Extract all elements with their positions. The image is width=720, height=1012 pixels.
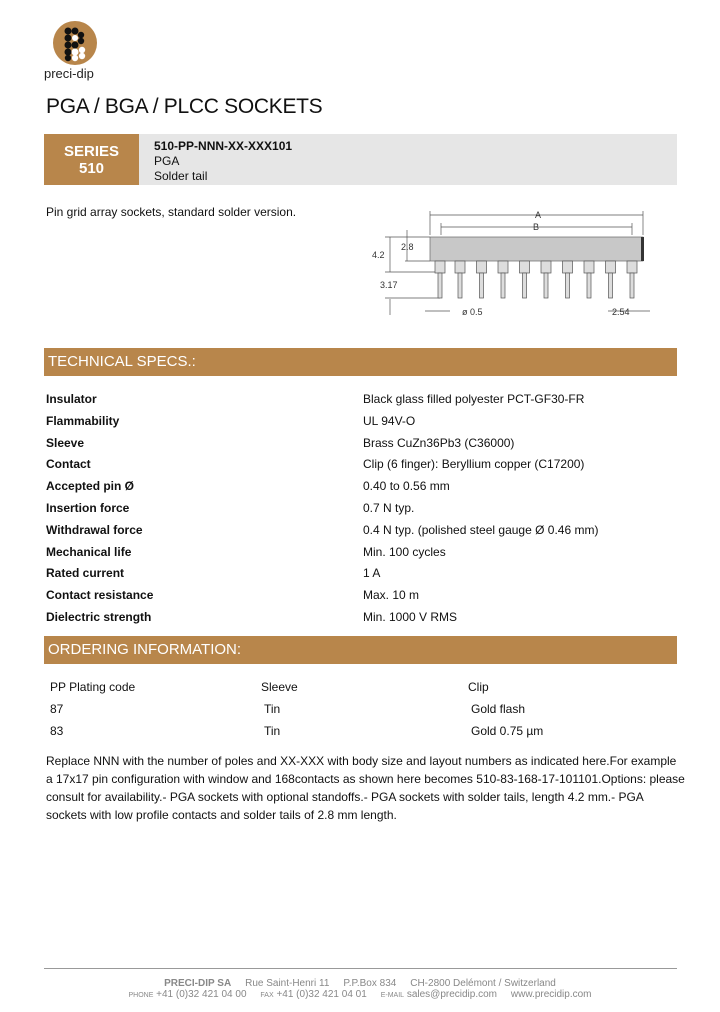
spec-value: Black glass filled polyester PCT-GF30-FR <box>363 392 585 406</box>
footer-contact <box>0 989 720 1000</box>
footer-fax: +41 (0)32 421 04 01 <box>276 989 367 1000</box>
series-number: 510 <box>78 160 105 177</box>
footer-address <box>0 978 720 989</box>
pin-sleeve <box>498 261 508 273</box>
spec-label: Dielectric strength <box>46 610 152 624</box>
pin-sleeve <box>435 261 445 273</box>
tech-specs-heading: TECHNICAL SPECS.: <box>44 348 677 376</box>
pin-tail <box>501 273 505 298</box>
spec-label: Contact <box>46 457 91 472</box>
ordering-heading: ORDERING INFORMATION: <box>44 636 677 664</box>
pin-tail <box>587 273 591 298</box>
spec-label: Sleeve <box>46 435 85 450</box>
spec-row <box>46 545 666 565</box>
spec-label: Flammability <box>46 413 120 428</box>
preci-dip-logo <box>53 21 97 65</box>
logo-text: preci-dip <box>44 66 94 81</box>
email-label: E-MAIL <box>380 992 405 999</box>
ordering-header-cell: Clip <box>468 680 489 694</box>
series-tail: Solder tail <box>154 169 208 183</box>
pin-tail <box>438 273 442 298</box>
spec-label: Withdrawal force <box>46 522 143 537</box>
pin-sleeve <box>520 261 530 273</box>
dim-height: 4.2 <box>372 250 385 260</box>
description: Pin grid array sockets, standard solder version. <box>46 205 297 219</box>
spec-value: UL 94V-O <box>363 413 416 428</box>
spec-row <box>46 610 666 630</box>
pin-sleeve <box>627 261 637 273</box>
pin-tail <box>630 273 634 298</box>
pin-tail <box>544 273 548 298</box>
footer-website[interactable]: www.precidip.com <box>510 989 592 1000</box>
part-number: 510-PP-NNN-XX-XXX101 <box>154 139 293 153</box>
ordering-row-cell: 87 <box>50 702 64 716</box>
spec-row <box>46 588 666 608</box>
ordering-row-cell: 83 <box>50 724 64 738</box>
spec-value: 0.7 N typ. <box>363 501 415 515</box>
dim-pitch: 2.54 <box>612 307 630 317</box>
spec-label: Rated current <box>46 566 125 581</box>
spec-row <box>46 523 666 543</box>
pin-sleeve <box>563 261 573 273</box>
spec-value: Max. 10 m <box>363 588 420 603</box>
spec-row <box>46 457 666 477</box>
spec-value: 0.40 to 0.56 mm <box>363 479 450 494</box>
spec-label: Accepted pin Ø <box>46 479 135 494</box>
ordering-header-cell: Sleeve <box>261 680 298 694</box>
pin-sleeve <box>455 261 465 273</box>
pin-tail <box>480 273 484 298</box>
spec-value: Min. 1000 V RMS <box>363 610 458 624</box>
series-type: PGA <box>154 154 180 168</box>
pin-tail <box>566 273 570 298</box>
pin-sleeve <box>477 261 487 273</box>
fax-label: FAX <box>260 992 274 999</box>
series-info <box>139 134 677 185</box>
pin-sleeve <box>541 261 551 273</box>
spec-label: Insulator <box>46 392 97 406</box>
dim-b: B <box>533 222 540 232</box>
socket-dimension-drawing <box>370 200 670 325</box>
footer-city: CH-2800 Delémont / Switzerland <box>410 978 556 989</box>
footer-phone: +41 (0)32 421 04 00 <box>156 989 247 1000</box>
spec-value: 1 A <box>363 566 381 581</box>
page-title: PGA / BGA / PLCC SOCKETS <box>46 95 323 118</box>
phone-label: PHONE <box>128 992 154 999</box>
series-label: SERIES <box>63 143 120 160</box>
pin-tail <box>523 273 527 298</box>
spec-value: Min. 100 cycles <box>363 544 446 559</box>
ordering-row-cell: Tin <box>264 702 281 716</box>
spec-label: Contact resistance <box>46 588 154 603</box>
footer-company: PRECI-DIP SA <box>164 978 232 989</box>
ordering-notes: Replace NNN with the number of poles and XX-XXX with body size and layout numbers as indicated here.For example a 17x17 pin configuration with window and 168contacts as shown here becomes 510-83-168-17-101101.Options: please consult for availability.- PGA sockets with optional standoffs.- PGA sockets with solder tails, length 4.2 mm.- PGA sockets with low profile contacts and solder tails of 2.8 mm length. <box>46 754 685 822</box>
footer-street: Rue Saint-Henri 11 <box>245 978 330 989</box>
pin-tail <box>458 273 462 298</box>
pin-tail <box>609 273 613 298</box>
dim-body: 2.8 <box>401 242 414 252</box>
ordering-header-cell: PP Plating code <box>50 680 136 694</box>
spec-row <box>46 479 666 499</box>
dim-diameter: ø 0.5 <box>462 307 483 317</box>
pin-sleeve <box>606 261 616 273</box>
spec-row <box>46 501 666 521</box>
spec-value: Clip (6 finger): Beryllium copper (C17200) <box>363 457 585 472</box>
footer-email[interactable]: sales@precidip.com <box>406 989 498 1000</box>
spec-value: 0.4 N typ. (polished steel gauge Ø 0.46 mm) <box>363 522 599 537</box>
spec-row <box>46 436 666 456</box>
footer-divider <box>44 968 677 969</box>
ordering-row-cell: Gold 0.75 µm <box>471 724 544 738</box>
spec-value: Brass CuZn36Pb3 (C36000) <box>363 435 515 450</box>
spec-row <box>46 414 666 434</box>
dim-tail: 3.17 <box>380 280 398 290</box>
ordering-row-cell: Gold flash <box>471 702 526 716</box>
spec-row <box>46 392 666 412</box>
ordering-row-cell: Tin <box>264 724 281 738</box>
footer-box: P.P.Box 834 <box>343 978 397 989</box>
spec-label: Insertion force <box>46 501 130 515</box>
spec-row <box>46 566 666 586</box>
dim-a: A <box>535 210 542 220</box>
spec-label: Mechanical life <box>46 544 132 559</box>
series-badge <box>44 134 139 185</box>
pin-sleeve <box>584 261 594 273</box>
